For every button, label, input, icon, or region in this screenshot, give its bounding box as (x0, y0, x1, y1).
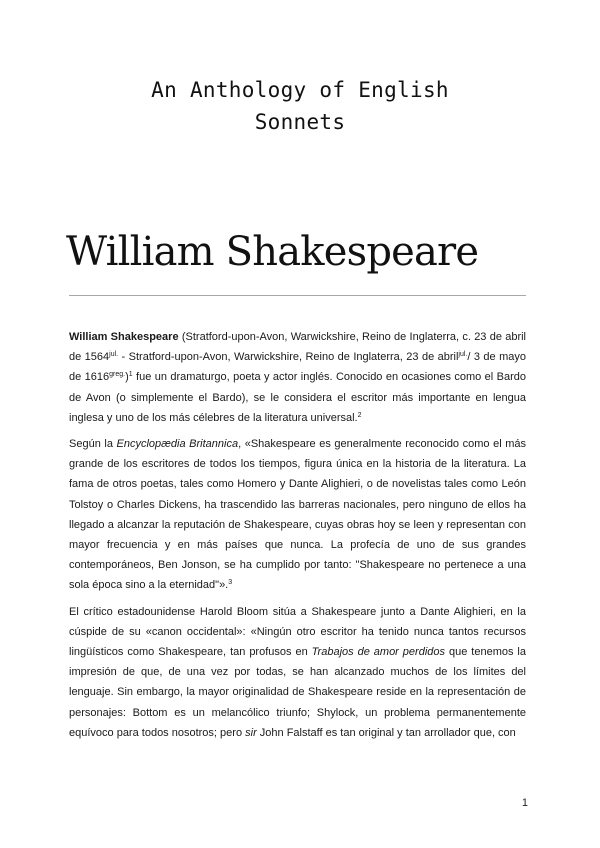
footnote-ref-3: 3 (228, 579, 233, 587)
book-title-line-1: An Anthology of English (151, 78, 449, 102)
author-heading: William Shakespeare (66, 229, 479, 275)
p3-text-1: El crítico estadounidense Harold Bloom sitúa a Shakespeare junto a Dante Alighieri, en la cúspide de su «canon occidental»: «Ningún otro escritor ha tenido nunca tantos recursos lingüísticos como Shakespeare, tan profusos en (69, 605, 526, 659)
play-title: Trabajos de amor perdidos (311, 646, 446, 659)
book-title-line-2: Sonnets (254, 110, 346, 134)
page-number: 1 (521, 797, 528, 809)
sir-italic: sir (245, 726, 257, 739)
author-name-bold: William Shakespeare (69, 331, 179, 343)
p1-text-5: fue un dramaturgo, poeta y actor inglés. Conocido en ocasiones como el Bardo de Avon (o simplemente el Bardo), se le considera el escritor más importante en lengua inglesa y uno de los más célebres de la literatura universal. (69, 371, 526, 424)
footnote-ref-1: 1 (128, 371, 133, 379)
encyclopedia-title: Encyclopædia Britannica (116, 438, 239, 451)
paragraph-3 (69, 602, 526, 743)
paragraph-1 (69, 327, 526, 428)
footnote-ref-2: 2 (357, 411, 362, 419)
p2-text-2: , «Shakespeare es generalmente reconocido como el más grande de los escritores de todos los tiempos, figura única en la historia de la literatura. La fama de otros poetas, tales como Homero y Dante Alighieri, o de novelistas tales como León Tolstoy o Charles Dickens, ha trascendido las barreras nacionales, pero ninguno de ellos ha llegado a alcanzar la reputación de Shakespeare, cuyas obras hoy se leen y representan con mayor frecuencia y en más países que nunca. La profecía de uno de sus grandes contemporáneos, Ben Jonson, se ha cumplido por tanto: "Shakespeare no pertenece a una sola época sino a la eternidad"». (69, 438, 526, 592)
gregorian-marker: greg. (109, 371, 126, 379)
p3-text-2: que tenemos la impresión de que, de una vez por todas, se han alcanzado muchos de los límites del lenguaje. Sin embargo, la mayor originalidad de Shakespeare reside en la representación de personajes: Bottom es un melancólico triunfo; Shylock, un problema permanentemente equívoco para todos nosotros; pero (69, 646, 526, 739)
heading-divider (69, 295, 526, 296)
p1-text-3: / 3 de mayo de 1616 (69, 351, 526, 384)
p3-text-3: John Falstaff es tan original y tan arrollador que, con (256, 726, 516, 739)
paragraph-2 (69, 434, 526, 596)
julian-marker-1: jul. (109, 351, 119, 359)
article-body (69, 327, 526, 749)
book-title (60, 74, 540, 138)
p1-text-1: (Stratford-upon-Avon, Warwickshire, Reino de Inglaterra, c. 23 de abril de 1564 (69, 331, 526, 364)
p1-text-4: ) (125, 371, 129, 384)
p1-text-2: - Stratford-upon-Avon, Warwickshire, Reino de Inglaterra, 23 de abril (118, 351, 459, 364)
p2-text-1: Según la (69, 438, 117, 451)
julian-marker-2: jul. (458, 351, 468, 359)
